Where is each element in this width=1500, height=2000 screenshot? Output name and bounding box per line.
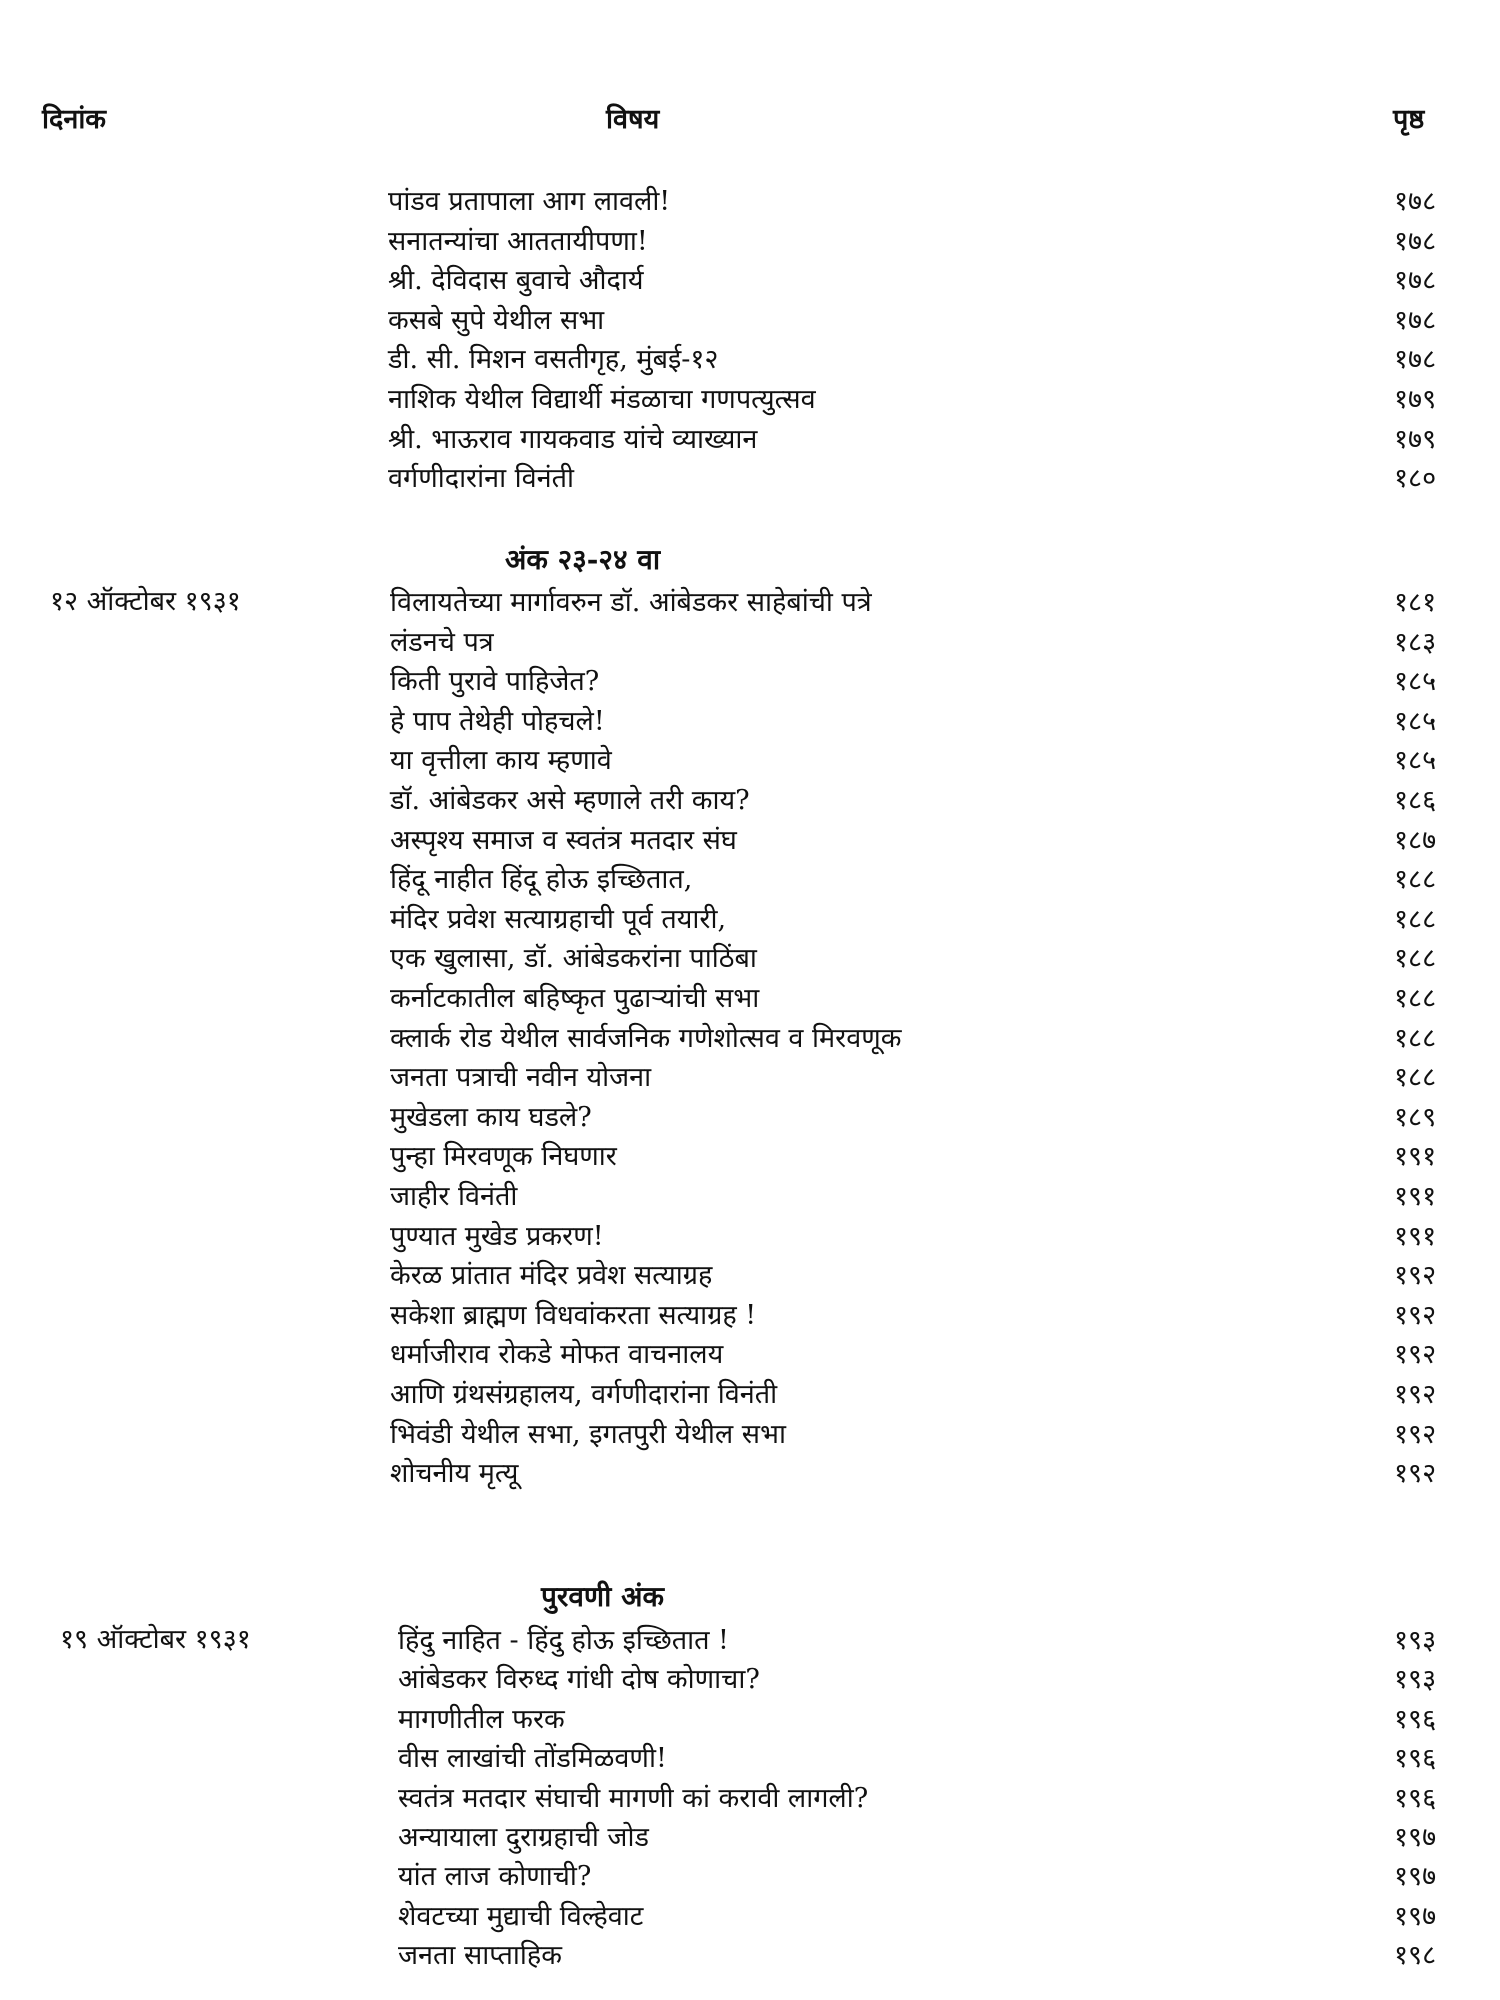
index-row bbox=[0, 583, 1500, 622]
entry-subject: मंदिर प्रवेश सत्याग्रहाची पूर्व तयारी, bbox=[390, 903, 727, 935]
section-date: १२ ऑक्टोबर १९३१ bbox=[50, 586, 241, 617]
entry-page-number: १९३ bbox=[1394, 1664, 1437, 1696]
index-row bbox=[0, 662, 1500, 701]
entry-page-number: १८८ bbox=[1394, 943, 1437, 975]
entry-subject: शोचनीय मृत्यू bbox=[390, 1458, 519, 1490]
entry-page-number: १८८ bbox=[1394, 903, 1437, 935]
entry-subject: लंडनचे पत्र bbox=[390, 626, 494, 658]
entry-page-number: १८८ bbox=[1394, 864, 1437, 896]
entry-subject: अन्यायाला दुराग्रहाची जोड bbox=[398, 1822, 649, 1853]
index-row bbox=[0, 741, 1500, 780]
index-row bbox=[0, 182, 1500, 221]
entry-subject: डॉ. आंबेडकर असे म्हणाले तरी काय? bbox=[390, 785, 750, 816]
entry-subject: श्री. देविदास बुवाचे औदार्य bbox=[388, 265, 644, 297]
entry-page-number: १८५ bbox=[1394, 745, 1437, 777]
index-row bbox=[0, 781, 1500, 820]
index-row bbox=[0, 860, 1500, 899]
entry-subject: नाशिक येथील विद्यार्थी मंडळाचा गणपत्युत्सव bbox=[388, 384, 816, 415]
header-page-label: पृष्ठ bbox=[1393, 104, 1425, 135]
index-row bbox=[0, 1897, 1500, 1936]
entry-subject: आणि ग्रंथसंग्रहालय, वर्गणीदारांना विनंती bbox=[390, 1379, 778, 1410]
index-row bbox=[0, 1256, 1500, 1295]
index-row bbox=[0, 979, 1500, 1018]
entry-page-number: १९२ bbox=[1394, 1260, 1437, 1292]
section-title: पुरवणी अंक bbox=[541, 1580, 665, 1613]
index-row bbox=[0, 939, 1500, 978]
index-row bbox=[0, 1739, 1500, 1778]
entry-subject: मुखेडला काय घडले? bbox=[390, 1101, 592, 1133]
index-row bbox=[0, 1058, 1500, 1097]
index-row bbox=[0, 1621, 1500, 1660]
entry-page-number: १९७ bbox=[1394, 1900, 1437, 1932]
entry-page-number: १९२ bbox=[1394, 1339, 1437, 1371]
entry-page-number: १८५ bbox=[1394, 666, 1437, 698]
entry-subject: आंबेडकर विरुध्द गांधी दोष कोणाचा? bbox=[398, 1664, 760, 1696]
entry-subject: धर्माजीराव रोकडे मोफत वाचनालय bbox=[390, 1339, 724, 1371]
index-row bbox=[0, 821, 1500, 860]
entry-page-number: १९२ bbox=[1394, 1458, 1437, 1490]
entry-page-number: १९१ bbox=[1394, 1220, 1437, 1252]
index-row bbox=[0, 1335, 1500, 1374]
entry-page-number: १९७ bbox=[1394, 1822, 1437, 1853]
entry-subject: हिंदू नाहीत हिंदू होऊ इच्छितात, bbox=[390, 864, 693, 896]
entry-subject: हे पाप तेथेही पोहचले! bbox=[390, 705, 605, 737]
entry-page-number: १८८ bbox=[1394, 1062, 1437, 1094]
index-row bbox=[0, 459, 1500, 498]
entry-subject: पुन्हा मिरवणूक निघणार bbox=[390, 1141, 617, 1173]
index-row bbox=[0, 1818, 1500, 1857]
entry-subject: यांत लाज कोणाची? bbox=[398, 1861, 592, 1893]
entry-page-number: १८६ bbox=[1394, 785, 1437, 816]
entry-subject: कसबे सुपे येथील सभा bbox=[388, 304, 605, 336]
index-row bbox=[0, 623, 1500, 662]
entry-subject: शेवटच्या मुद्याची विल्हेवाट bbox=[398, 1900, 644, 1932]
entry-subject: स्वतंत्र मतदार संघाची मागणी कां करावी लागली? bbox=[398, 1782, 869, 1814]
entry-page-number: १७८ bbox=[1394, 225, 1437, 257]
index-row bbox=[0, 380, 1500, 419]
entry-page-number: १९३ bbox=[1394, 1625, 1437, 1656]
index-row bbox=[0, 1098, 1500, 1137]
entry-subject: जनता साप्ताहिक bbox=[398, 1940, 562, 1972]
section-date: १९ ऑक्टोबर १९३१ bbox=[60, 1624, 251, 1655]
entry-subject: हिंदु नाहित - हिंदु होऊ इच्छितात ! bbox=[398, 1625, 729, 1656]
entry-subject: क्लार्क रोड येथील सार्वजनिक गणेशोत्सव व मिरवणूक bbox=[390, 1022, 902, 1054]
entry-subject: पुण्यात मुखेड प्रकरण! bbox=[390, 1220, 604, 1252]
entry-page-number: १८७ bbox=[1394, 824, 1437, 856]
entry-page-number: १९६ bbox=[1394, 1782, 1437, 1814]
entry-subject: मागणीतील फरक bbox=[398, 1703, 565, 1735]
entry-page-number: १९२ bbox=[1394, 1299, 1437, 1331]
index-row bbox=[0, 340, 1500, 379]
entry-page-number: १९७ bbox=[1394, 1861, 1437, 1893]
entry-page-number: १७८ bbox=[1394, 344, 1437, 376]
entry-page-number: १८५ bbox=[1394, 705, 1437, 737]
entry-page-number: १९२ bbox=[1394, 1379, 1437, 1410]
entry-subject: पांडव प्रतापाला आग लावली! bbox=[388, 186, 671, 217]
entry-page-number: १९८ bbox=[1394, 1940, 1437, 1972]
entry-page-number: १८९ bbox=[1394, 1101, 1437, 1133]
index-row bbox=[0, 1019, 1500, 1058]
entry-subject: सनातन्यांचा आततायीपणा! bbox=[388, 225, 648, 257]
header-subject-label: विषय bbox=[606, 104, 660, 135]
entry-subject: जनता पत्राची नवीन योजना bbox=[390, 1062, 652, 1094]
entry-page-number: १९१ bbox=[1394, 1181, 1437, 1212]
index-row bbox=[0, 1857, 1500, 1896]
entry-page-number: १८३ bbox=[1394, 626, 1437, 658]
entry-page-number: १७९ bbox=[1394, 423, 1437, 455]
index-row bbox=[0, 222, 1500, 261]
entry-page-number: १८० bbox=[1394, 463, 1437, 495]
entry-page-number: १७८ bbox=[1394, 265, 1437, 297]
index-row bbox=[0, 1779, 1500, 1818]
index-row bbox=[0, 702, 1500, 741]
entry-page-number: १७८ bbox=[1394, 304, 1437, 336]
index-row bbox=[0, 1454, 1500, 1493]
entry-page-number: १८१ bbox=[1394, 587, 1437, 618]
entry-subject: एक खुलासा, डॉ. आंबेडकरांना पाठिंबा bbox=[390, 943, 757, 975]
entry-subject: वीस लाखांची तोंडमिळवणी! bbox=[398, 1743, 667, 1775]
index-row bbox=[0, 1660, 1500, 1699]
entry-subject: श्री. भाऊराव गायकवाड यांचे व्याख्यान bbox=[388, 423, 758, 455]
entry-subject: जाहीर विनंती bbox=[390, 1181, 518, 1212]
entry-page-number: १८८ bbox=[1394, 983, 1437, 1014]
entry-subject: भिवंडी येथील सभा, इगतपुरी येथील सभा bbox=[390, 1418, 787, 1450]
entry-subject: वर्गणीदारांना विनंती bbox=[388, 463, 575, 495]
entry-page-number: १७९ bbox=[1394, 384, 1437, 415]
index-row bbox=[0, 420, 1500, 459]
index-row bbox=[0, 1137, 1500, 1176]
section-title: अंक २३-२४ वा bbox=[505, 543, 661, 576]
index-row bbox=[0, 301, 1500, 340]
entry-subject: केरळ प्रांतात मंदिर प्रवेश सत्याग्रह bbox=[390, 1260, 713, 1292]
entry-subject: कर्नाटकातील बहिष्कृत पुढाऱ्यांची सभा bbox=[390, 983, 760, 1014]
entry-subject: विलायतेच्या मार्गावरुन डॉ. आंबेडकर साहेबांची पत्रे bbox=[390, 587, 872, 618]
index-row bbox=[0, 1217, 1500, 1256]
entry-page-number: १७८ bbox=[1394, 186, 1437, 217]
entry-subject: किती पुरावे पाहिजेत? bbox=[390, 666, 600, 698]
entry-subject: अस्पृश्य समाज व स्वतंत्र मतदार संघ bbox=[390, 824, 737, 856]
index-row bbox=[0, 1375, 1500, 1414]
index-row bbox=[0, 1296, 1500, 1335]
entry-page-number: १९२ bbox=[1394, 1418, 1437, 1450]
index-row bbox=[0, 1700, 1500, 1739]
index-row bbox=[0, 261, 1500, 300]
index-row bbox=[0, 1177, 1500, 1216]
index-row bbox=[0, 1936, 1500, 1975]
entry-page-number: १८८ bbox=[1394, 1022, 1437, 1054]
entry-subject: सकेशा ब्राह्मण विधवांकरता सत्याग्रह ! bbox=[390, 1299, 757, 1331]
entry-page-number: १९६ bbox=[1394, 1743, 1437, 1775]
entry-page-number: १९१ bbox=[1394, 1141, 1437, 1173]
index-row bbox=[0, 900, 1500, 939]
entry-subject: या वृत्तीला काय म्हणावे bbox=[390, 745, 612, 777]
header-date-label: दिनांक bbox=[42, 104, 107, 135]
entry-page-number: १९६ bbox=[1394, 1703, 1437, 1735]
index-row bbox=[0, 1415, 1500, 1454]
entry-subject: डी. सी. मिशन वसतीगृह, मुंबई-१२ bbox=[388, 344, 719, 376]
